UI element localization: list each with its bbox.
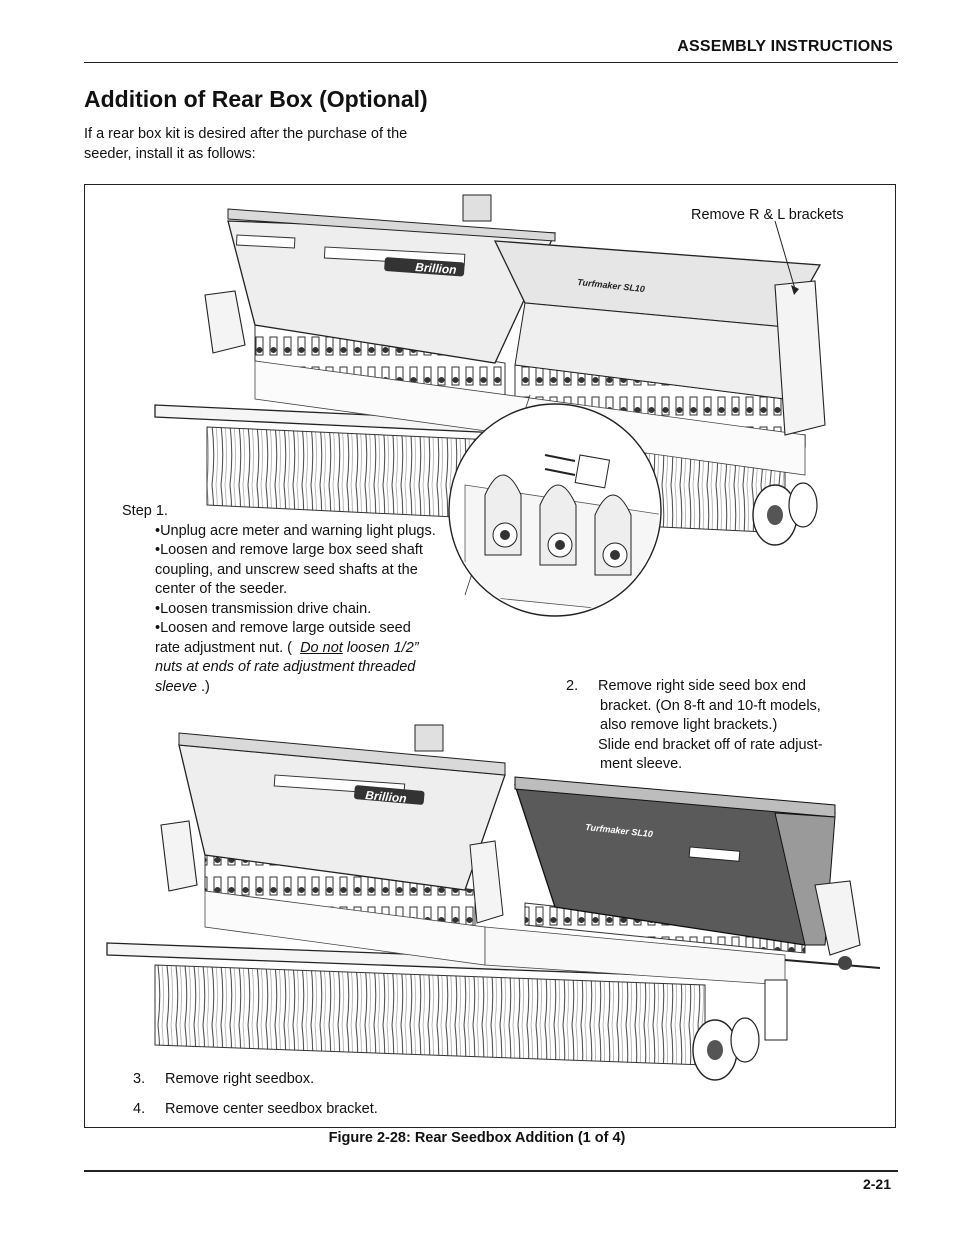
step-2-number: 2. xyxy=(566,678,579,694)
footer-divider xyxy=(84,1170,898,1172)
page-title: Addition of Rear Box (Optional) xyxy=(84,86,428,112)
brand-label-top: Brillion xyxy=(414,260,458,277)
step-1-item-rate-line1: •Loosen and remove large outside seed xyxy=(155,620,411,636)
step-3-text: Remove right seedbox. xyxy=(165,1071,315,1087)
step-2-instructions xyxy=(566,677,866,775)
step-2-line2: bracket. (On 8-ft and 10-ft models, xyxy=(600,697,821,714)
step-2-line4: Slide end bracket off of rate adjust- xyxy=(598,736,823,753)
step-2-line1 xyxy=(566,677,866,697)
step-1-item-rate-line4 xyxy=(122,678,462,698)
header-divider xyxy=(84,62,898,63)
model-label-bottom: Turfmaker SL10 xyxy=(584,822,654,840)
step-3-number: 3. xyxy=(133,1071,146,1087)
rate-line2-post: loosen 1/2” xyxy=(342,639,419,656)
step-1-heading: Step 1. xyxy=(122,503,168,519)
bottom-seeder-drawing xyxy=(107,725,880,1080)
step-1-item-chain: •Loosen transmission drive chain. xyxy=(155,600,372,617)
step-2-line3: also remove light brackets.) xyxy=(600,717,778,733)
model-label-top: Turfmaker SL10 xyxy=(576,277,646,295)
page-number: 2-21 xyxy=(862,1176,891,1192)
brand-label-bottom: Brillion xyxy=(364,788,408,806)
rate-line2-pre: rate adjustment nut. ( xyxy=(155,639,293,656)
step-1-item-rate-line2 xyxy=(122,639,462,659)
remove-brackets-label: Remove R & L brackets xyxy=(691,207,844,223)
step-3-instruction xyxy=(133,1070,314,1090)
step-4-number: 4. xyxy=(133,1101,146,1117)
step-1-item-unplug: •Unplug acre meter and warning light plugs. xyxy=(155,522,436,539)
figure-caption: Figure 2-28: Rear Seedbox Addition (1 of 4) xyxy=(328,1130,626,1146)
step-1-instructions xyxy=(122,502,462,697)
step-2-line1-text: Remove right side seed box end xyxy=(598,678,806,694)
intro-paragraph: If a rear box kit is desired after the purchase of the seeder, install it as follows: xyxy=(84,126,408,162)
step-1-item-coupling: •Loosen and remove large box seed shaft coupling, and unscrew seed shafts at the center of the seeder. xyxy=(155,542,423,597)
rate-line4-end: .) xyxy=(200,678,210,695)
step-4-text: Remove center seedbox bracket. xyxy=(165,1101,378,1117)
step-4-instruction xyxy=(133,1100,378,1120)
section-header: ASSEMBLY INSTRUCTIONS xyxy=(677,38,893,55)
rate-line3: nuts at ends of rate adjustment threaded xyxy=(155,659,416,675)
step-2-line5: ment sleeve. xyxy=(600,756,683,772)
rate-line4-italic: sleeve xyxy=(155,678,197,695)
do-not-emphasis: Do not xyxy=(300,639,343,656)
step-1-item-rate-line3 xyxy=(122,658,462,678)
